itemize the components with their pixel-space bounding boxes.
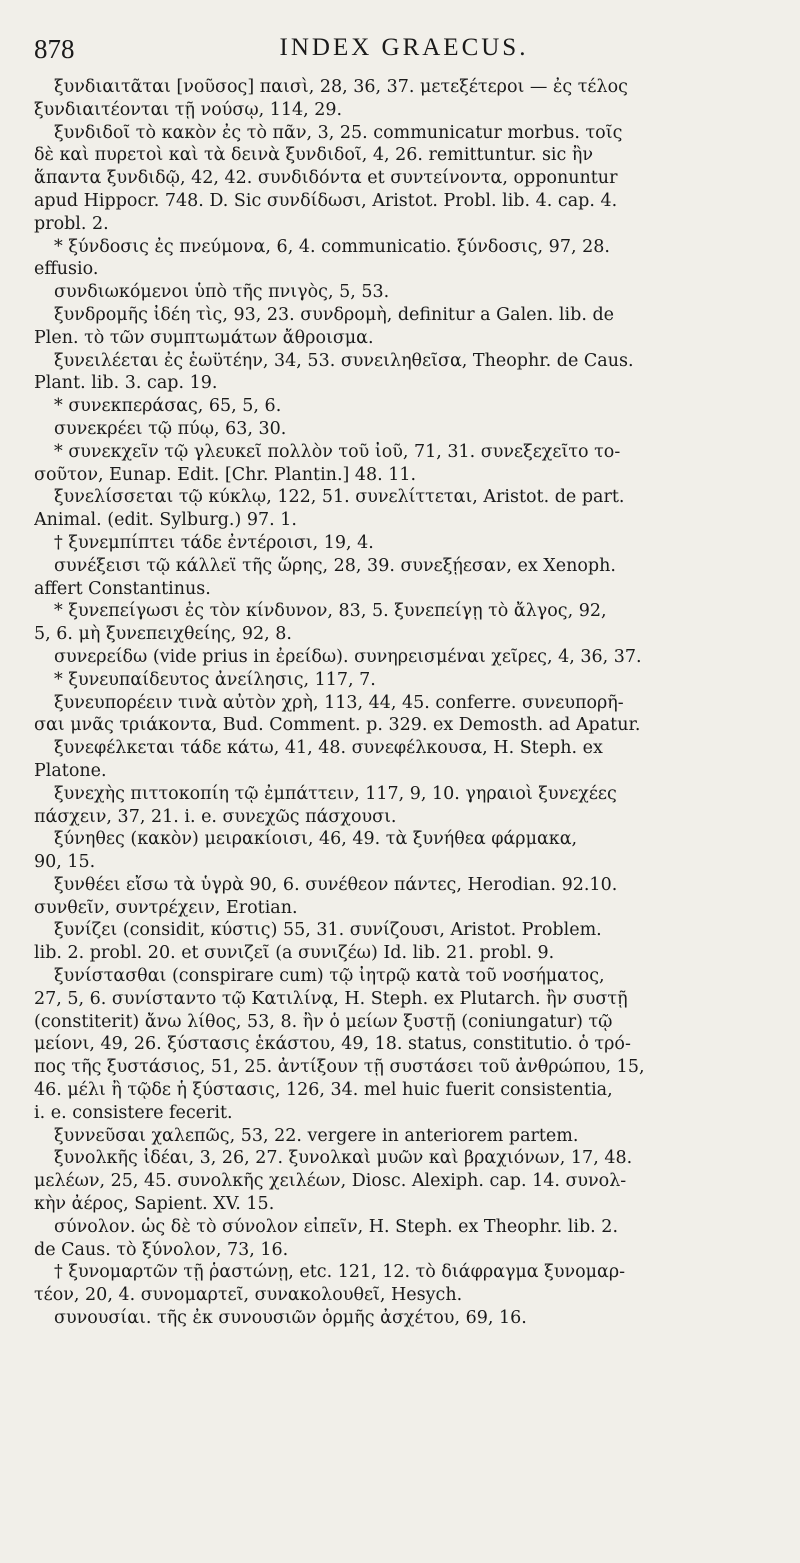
running-head: INDEX GRAECUS. bbox=[279, 34, 529, 61]
entry-line: συνεκρέει τῷ πύῳ, 63, 30. bbox=[54, 418, 287, 439]
entry-line: de Caus. τὸ ξύνολον, 73, 16. bbox=[34, 1239, 289, 1260]
entry-line: * συνεκπεράσας, 65, 5, 6. bbox=[54, 396, 282, 417]
entry-line: ξυννεῦσαι χαλεπῶς, 53, 22. vergere in anteriorem partem. bbox=[54, 1125, 579, 1146]
entry-line: ξυνεφέλκεται τάδε κάτω, 41, 48. συνεφέλκουσα, H. Steph. ex bbox=[54, 738, 603, 759]
index-entry bbox=[34, 1147, 762, 1215]
index-entry bbox=[34, 1125, 762, 1148]
entry-line: σαι μνᾶς τριάκοντα, Bud. Comment. p. 329. ex Demosth. ad Apatur. bbox=[34, 715, 641, 736]
index-entry bbox=[34, 236, 762, 282]
entry-line: lib. 2. probl. 20. et συνιζεῖ (a συνιζέω) Id. lib. 21. probl. 9. bbox=[34, 943, 555, 964]
entry-line: * ξυνευπαίδευτος ἀνείλησις, 117, 7. bbox=[54, 669, 376, 690]
entry-line: μελέων, 25, 45. συνολκῆς χειλέων, Diosc. Alexiph. cap. 14. συνολ- bbox=[34, 1171, 627, 1192]
index-entry bbox=[34, 692, 762, 738]
entry-line: probl. 2. bbox=[34, 213, 109, 234]
entry-line: κὴν ἀέρος, Sapient. XV. 15. bbox=[34, 1194, 275, 1215]
index-entries bbox=[34, 76, 762, 1330]
index-entry bbox=[34, 1216, 762, 1262]
entry-line: † ξυνεμπίπτει τάδε ἐντέροισι, 19, 4. bbox=[54, 532, 374, 553]
index-entry bbox=[34, 669, 762, 692]
entry-line: ξύνηθες (κακὸν) μειρακίοισι, 46, 49. τὰ ξυνήθεα φάρμακα, bbox=[54, 829, 578, 850]
entry-line: τέον, 20, 4. συνομαρτεῖ, συνακολουθεῖ, Hesych. bbox=[34, 1285, 463, 1306]
entry-line: 5, 6. μὴ ξυνεπειχθείης, 92, 8. bbox=[34, 624, 292, 645]
index-entry bbox=[34, 828, 762, 874]
index-entry bbox=[34, 281, 762, 304]
entry-line: * ξύνδοσις ἐς πνεύμονα, 6, 4. communicatio. ξύνδοσις, 97, 28. bbox=[54, 236, 610, 257]
index-entry bbox=[34, 532, 762, 555]
index-entry bbox=[34, 555, 762, 601]
entry-line: δὲ καὶ πυρετοὶ καὶ τὰ δεινὰ ξυνδιδοῖ, 4, 26. remittuntur. sic ἢν bbox=[34, 145, 594, 166]
entry-line: συνουσίαι. τῆς ἐκ συνουσιῶν ὁρμῆς ἀσχέτου, 69, 16. bbox=[54, 1308, 527, 1329]
index-entry bbox=[34, 441, 762, 487]
index-entry bbox=[34, 646, 762, 669]
entry-line: † ξυνομαρτῶν τῇ ῥαστώνῃ, etc. 121, 12. τὸ διάφραγμα ξυνομαρ- bbox=[54, 1262, 626, 1283]
entry-line: Platone. bbox=[34, 760, 107, 781]
entry-line: ξυνίστασθαι (conspirare cum) τῷ ἰητρῷ κατὰ τοῦ νοσήματος, bbox=[54, 966, 605, 987]
entry-line: ξυνολκῆς ἰδέαι, 3, 26, 27. ξυνολκαὶ μυῶν καὶ βραχιόνων, 17, 48. bbox=[54, 1148, 633, 1169]
entry-line: effusio. bbox=[34, 259, 99, 280]
index-entry bbox=[34, 304, 762, 350]
entry-line: Plant. lib. 3. cap. 19. bbox=[34, 373, 218, 394]
entry-line: ἅπαντα ξυνδιδῷ, 42, 42. συνδιδόντα et συντείνοντα, opponuntur bbox=[34, 168, 618, 189]
index-entry bbox=[34, 1261, 762, 1307]
entry-line: συνέξεισι τῷ κάλλεϊ τῆς ὥρης, 28, 39. συνεξῄεσαν, ex Xenoph. bbox=[54, 555, 616, 576]
entry-line: apud Hippocr. 748. D. Sic συνδίδωσι, Aristot. Probl. lib. 4. cap. 4. bbox=[34, 190, 618, 211]
index-entry bbox=[34, 122, 762, 236]
entry-line: ξυνδιαιτέονται τῇ νούσῳ, 114, 29. bbox=[34, 99, 343, 120]
index-entry bbox=[34, 737, 762, 783]
index-entry bbox=[34, 395, 762, 418]
index-entry bbox=[34, 783, 762, 829]
entry-line: * ξυνεπείγωσι ἐς τὸν κίνδυνον, 83, 5. ξυνεπείγῃ τὸ ἄλγος, 92, bbox=[54, 601, 607, 622]
entry-line: συνθεῖν, συντρέχειν, Erotian. bbox=[34, 897, 298, 918]
index-entry bbox=[34, 486, 762, 532]
entry-line: ξυνδιαιτᾶται [νοῦσος] παισὶ, 28, 36, 37. μετεξέτεροι — ἐς τέλος bbox=[54, 77, 628, 97]
entry-line: i. e. consistere fecerit. bbox=[34, 1102, 233, 1123]
index-entry bbox=[34, 965, 762, 1125]
index-entry bbox=[34, 350, 762, 396]
entry-line: πος τῆς ξυστάσιος, 51, 25. ἀντίξουν τῇ συστάσει τοῦ ἀνθρώπου, 15, bbox=[34, 1057, 645, 1078]
index-entry bbox=[34, 600, 762, 646]
entry-line: ξυνίζει (considit, κύστις) 55, 31. συνίζουσι, Aristot. Problem. bbox=[54, 920, 602, 941]
page-number: 878 bbox=[34, 34, 75, 64]
entry-line: 27, 5, 6. συνίσταντο τῷ Κατιλίνᾳ, H. Steph. ex Plutarch. ἢν συστῇ bbox=[34, 988, 628, 1009]
entry-line: affert Constantinus. bbox=[34, 578, 211, 599]
entry-line: ξυνεχὴς πιττοκοπίη τῷ ἐμπάττειν, 117, 9, 10. γηραιοὶ ξυνεχέες bbox=[54, 783, 617, 804]
entry-line: ξυνδρομῆς ἰδέη τὶς, 93, 23. συνδρομὴ, definitur a Galen. lib. de bbox=[54, 304, 614, 325]
entry-line: σύνολον. ὡς δὲ τὸ σύνολον εἰπεῖν, H. Steph. ex Theophr. lib. 2. bbox=[54, 1216, 619, 1237]
entry-line: ξυνθέει εἴσω τὰ ὑγρὰ 90, 6. συνέθεον πάντες, Herodian. 92.10. bbox=[54, 874, 618, 895]
entry-line: * συνεκχεῖν τῷ γλευκεῖ πολλὸν τοῦ ἰοῦ, 71, 31. συνεξεχεῖτο το- bbox=[54, 441, 621, 462]
index-entry bbox=[34, 919, 762, 965]
entry-line: ξυνευπορέειν τινὰ αὐτὸν χρὴ, 113, 44, 45. conferre. συνευπορῆ- bbox=[54, 692, 624, 713]
entry-line: πάσχειν, 37, 21. i. e. συνεχῶς πάσχουσι. bbox=[34, 806, 397, 827]
entry-line: (constiterit) ἄνω λίθος, 53, 8. ἢν ὁ μείων ξυστῇ (coniungatur) τῷ bbox=[34, 1011, 613, 1032]
entry-line: 46. μέλι ἢ τῷδε ἡ ξύστασις, 126, 34. mel huic fuerit consistentia, bbox=[34, 1080, 613, 1101]
index-entry bbox=[34, 418, 762, 441]
index-entry bbox=[34, 874, 762, 920]
entry-line: συνερείδω (vide prius in ἐρείδω). συνηρεισμέναι χεῖρες, 4, 36, 37. bbox=[54, 646, 642, 667]
entry-line: μείονι, 49, 26. ξύστασις ἑκάστου, 49, 18. status, constitutio. ὁ τρό- bbox=[34, 1034, 631, 1055]
entry-line: ξυνδιδοῖ τὸ κακὸν ἐς τὸ πᾶν, 3, 25. communicatur morbus. τοῖς bbox=[54, 122, 623, 143]
entry-line: ξυνελίσσεται τῷ κύκλῳ, 122, 51. συνελίττεται, Aristot. de part. bbox=[54, 487, 625, 508]
page-header bbox=[34, 34, 774, 74]
entry-line: συνδιωκόμενοι ὑπὸ τῆς πνιγὸς, 5, 53. bbox=[54, 282, 390, 303]
entry-line: σοῦτον, Eunap. Edit. [Chr. Plantin.] 48. 11. bbox=[34, 464, 417, 485]
entry-line: ξυνειλέεται ἐς ἑωϋτέην, 34, 53. συνειληθεῖσα, Theophr. de Caus. bbox=[54, 350, 634, 371]
index-entry bbox=[34, 76, 762, 122]
entry-line: 90, 15. bbox=[34, 852, 96, 873]
index-entry bbox=[34, 1307, 762, 1330]
entry-line: Plen. τὸ τῶν συμπτωμάτων ἄθροισμα. bbox=[34, 327, 374, 348]
entry-line: Animal. (edit. Sylburg.) 97. 1. bbox=[34, 510, 297, 531]
